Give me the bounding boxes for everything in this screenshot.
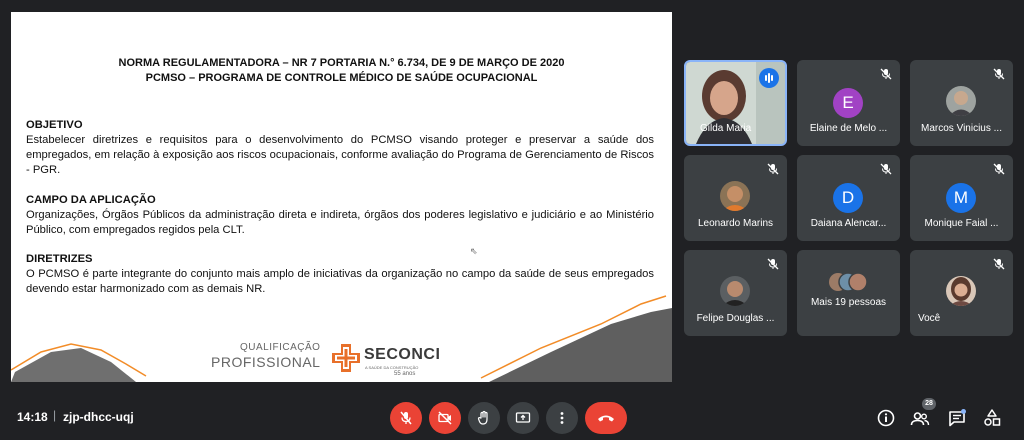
participant-tile-more-people[interactable]	[797, 250, 900, 336]
participant-name: Você	[918, 313, 941, 324]
activities-icon	[980, 406, 1004, 430]
microphone-toggle-button[interactable]	[390, 402, 422, 434]
microphone-off-icon	[398, 410, 414, 426]
microphone-muted-icon	[993, 68, 1005, 80]
present-screen-icon	[515, 410, 531, 426]
participant-tile-leonardo[interactable]	[684, 155, 787, 241]
section-heading: DIRETRIZES	[26, 253, 93, 265]
participant-name: Marcos Vinicius ...	[921, 123, 1002, 134]
present-screen-button[interactable]	[507, 402, 539, 434]
avatar: D	[833, 183, 863, 213]
participant-name: Elaine de Melo ...	[809, 123, 888, 134]
camera-off-icon	[437, 410, 453, 426]
meeting-code: zjp-dhcc-uqj	[63, 410, 134, 424]
presentation-slide	[11, 12, 672, 382]
meeting-details-button[interactable]	[874, 406, 898, 430]
participant-tile-daiana[interactable]	[797, 155, 900, 241]
info-icon	[874, 406, 898, 430]
logo-line-2: PROFISSIONAL	[211, 354, 321, 370]
participant-tile-felipe[interactable]	[684, 250, 787, 336]
chat-button[interactable]	[945, 406, 969, 430]
avatar	[720, 276, 750, 306]
microphone-muted-icon	[993, 163, 1005, 175]
section-campo-aplicacao	[26, 193, 654, 238]
section-body: O PCMSO é parte integrante do conjunto mais amplo de iniciativas da organização no campo da saúde de seus empregados devendo estar harmonizado com as demais NR.	[26, 268, 654, 295]
meeting-toolbar	[0, 396, 1024, 440]
microphone-muted-icon	[993, 258, 1005, 270]
section-heading: CAMPO DA APLICAÇÃO	[26, 194, 156, 206]
seconci-cross-icon	[332, 344, 360, 372]
section-body: Organizações, Órgãos Públicos da administração direta e indireta, órgãos dos poderes legislativo e judiciário e ao Ministério Público, com empregados regidos pela CLT.	[26, 209, 654, 236]
participant-name: Monique Faial ...	[924, 218, 999, 229]
participant-name: Daiana Alencar...	[810, 218, 887, 229]
end-call-icon	[596, 412, 616, 424]
raise-hand-icon	[476, 410, 492, 426]
mouse-cursor-icon: ⇖	[470, 246, 478, 256]
participant-tile-marcos[interactable]	[910, 60, 1013, 146]
participant-name: Gilda Maria	[700, 123, 752, 134]
seconci-logo	[332, 342, 442, 376]
separator: |	[53, 408, 57, 422]
microphone-muted-icon	[767, 163, 779, 175]
avatar	[946, 276, 976, 306]
avatar	[720, 181, 750, 211]
participant-name: Felipe Douglas ...	[696, 313, 775, 324]
gray-hill-left	[11, 348, 136, 382]
end-call-button[interactable]	[585, 402, 627, 434]
section-heading: OBJETIVO	[26, 119, 83, 131]
logo-line-1: QUALIFICAÇÃO	[240, 342, 321, 353]
avatar: M	[946, 183, 976, 213]
participant-tile-monique[interactable]	[910, 155, 1013, 241]
chat-icon	[945, 406, 969, 430]
logo-tagline: A SAÚDE DA CONSTRUÇÃO	[365, 365, 419, 370]
microphone-muted-icon	[767, 258, 779, 270]
microphone-muted-icon	[880, 68, 892, 80]
camera-toggle-button[interactable]	[429, 402, 461, 434]
section-body: Estabelecer diretrizes e requisitos para o desenvolvimento do PCMSO visando proteger e preservar a saúde dos empregados, em relação à exposição aos riscos ocupacionais, conforme avaliação do Programa de Gerenciamento de Riscos - PGR.	[26, 134, 654, 176]
slide-title	[11, 56, 672, 86]
section-diretrizes	[26, 252, 654, 297]
raise-hand-button[interactable]	[468, 402, 500, 434]
avatar	[946, 86, 976, 116]
more-options-icon	[554, 410, 570, 426]
logo-years: 55 anos	[394, 371, 416, 377]
activities-button[interactable]	[980, 406, 1004, 430]
group-avatars-icon	[828, 270, 868, 294]
gray-hill-right	[489, 308, 672, 382]
microphone-muted-icon	[880, 163, 892, 175]
qualificacao-logo	[211, 342, 320, 370]
participant-tile-self[interactable]	[910, 250, 1013, 336]
participant-name: Leonardo Marins	[697, 218, 774, 229]
avatar: E	[833, 88, 863, 118]
logo-name: SECONCI	[364, 346, 441, 363]
speaking-indicator-icon	[759, 68, 779, 88]
participant-tile-gilda[interactable]	[684, 60, 787, 146]
participant-name: Mais 19 pessoas	[810, 297, 887, 308]
clock: 14:18	[17, 410, 48, 424]
slide-title-line-1: NORMA REGULAMENTADORA – NR 7 PORTARIA N.° 6.734, DE 9 DE MARÇO DE 2020	[118, 57, 565, 69]
participants-count-badge: 28	[922, 398, 936, 410]
participant-tile-elaine[interactable]	[797, 60, 900, 146]
section-objetivo	[26, 118, 654, 178]
slide-title-line-2: PCMSO – PROGRAMA DE CONTROLE MÉDICO DE SAÚDE OCUPACIONAL	[145, 72, 538, 84]
more-options-button[interactable]	[546, 402, 578, 434]
